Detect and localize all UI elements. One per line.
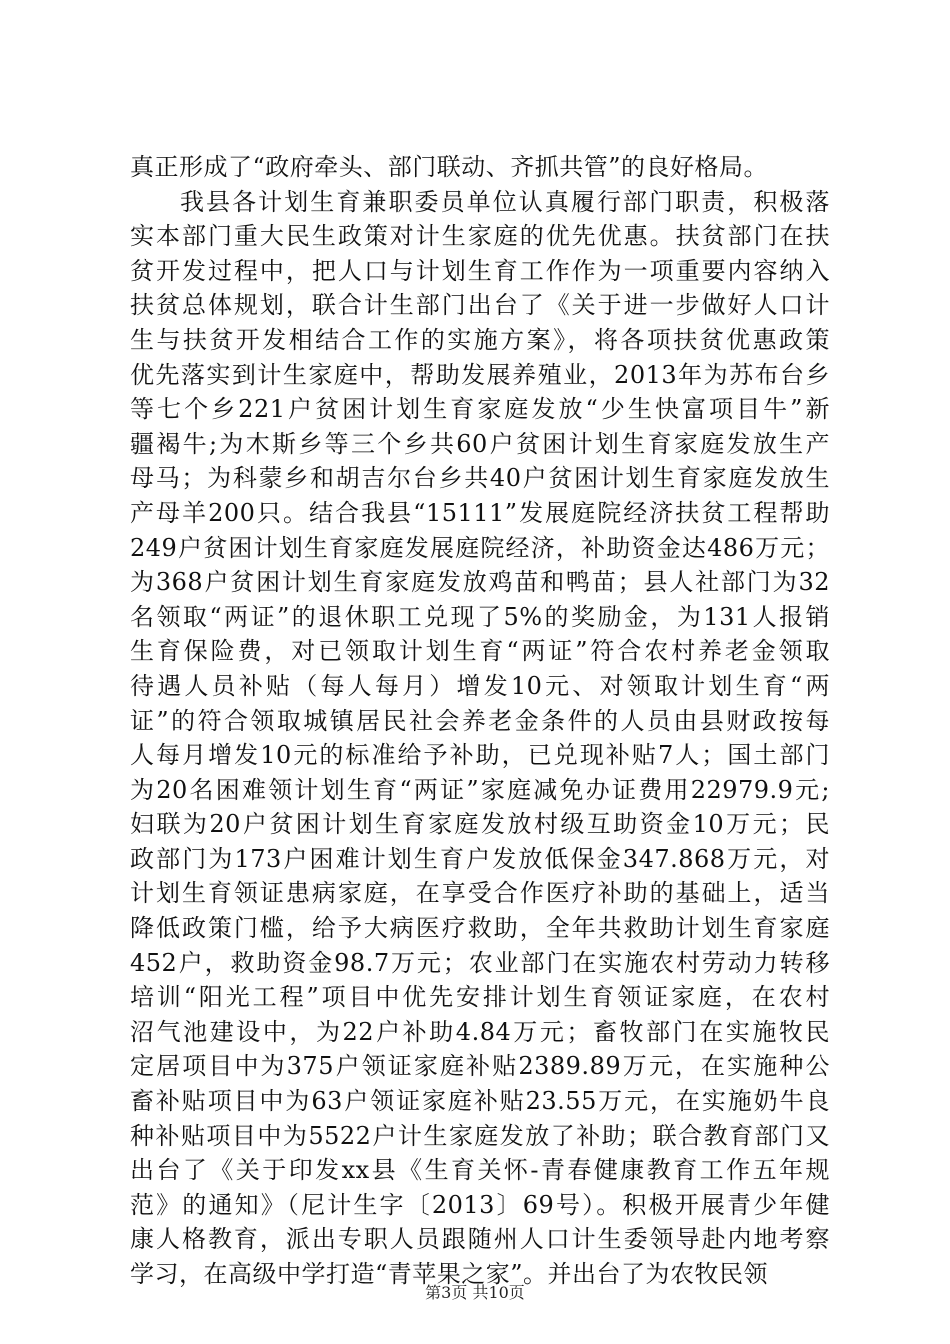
text-line: 生育保险费，对已领取计划生育“两证”符合农村养老金领取 — [130, 637, 830, 666]
text-line: 真正形成了“政府牵头、部门联动、齐抓共管”的良好格局。 — [130, 153, 769, 181]
text-line: 培训“阳光工程”项目中优先安排计划生育领证家庭，在农村 — [130, 983, 830, 1012]
text-line: 优先落实到计生家庭中，帮助发展养殖业，2013年为苏布台乡 — [130, 360, 830, 389]
text-line: 452户，救助资金98.7万元；农业部门在实施农村劳动力转移 — [130, 948, 830, 977]
text-line: 等七个乡221户贫困计划生育家庭发放“少生快富项目牛”新 — [130, 395, 830, 424]
text-line: 康人格教育，派出专职人员跟随州人口计生委领导赴内地考察 — [130, 1225, 830, 1254]
text-line: 母马；为科蒙乡和胡吉尔台乡共40户贫困计划生育家庭发放生 — [130, 464, 830, 493]
text-line: 种补贴项目中为5522户计生家庭发放了补助；联合教育部门又 — [130, 1121, 830, 1150]
text-line: 降低政策门槛，给予大病医疗救助，全年共救助计划生育家庭 — [130, 914, 830, 943]
text-line: 出台了《关于印发xx县《生育关怀-青春健康教育工作五年规 — [130, 1156, 830, 1185]
text-line: 范》的通知》（尼计生字〔2013〕69号）。积极开展青少年健 — [130, 1190, 830, 1219]
text-line: 为368户贫困计划生育家庭发放鸡苗和鸭苗；县人社部门为32 — [130, 568, 830, 597]
text-line: 人每月增发10元的标准给予补助，已兑现补贴7人；国土部门 — [130, 741, 830, 770]
text-line: 实本部门重大民生政策对计生家庭的优先优惠。扶贫部门在扶 — [130, 222, 830, 251]
body-text — [130, 150, 830, 1292]
page-footer: 第3页 共10页 — [425, 1283, 525, 1302]
text-line: 名领取“两证”的退休职工兑现了5%的奖励金，为131人报销 — [130, 602, 830, 631]
text-line: 我县各计划生育兼职委员单位认真履行部门职责，积极落 — [180, 187, 830, 216]
text-line: 生与扶贫开发相结合工作的实施方案》，将各项扶贫优惠政策 — [130, 325, 830, 354]
text-line: 疆褐牛;为木斯乡等三个乡共60户贫困计划生育家庭发放生产 — [130, 429, 830, 458]
text-line: 定居项目中为375户领证家庭补贴2389.89万元，在实施种公 — [130, 1052, 830, 1081]
text-line: 政部门为173户困难计划生育户发放低保金347.868万元，对 — [130, 844, 830, 873]
text-line: 扶贫总体规划，联合计生部门出台了《关于进一步做好人口计 — [130, 291, 830, 320]
text-line: 证”的符合领取城镇居民社会养老金条件的人员由县财政按每 — [130, 706, 830, 735]
text-line: 妇联为20户贫困计划生育家庭发放村级互助资金10万元；民 — [130, 810, 830, 839]
text-line: 沼气池建设中，为22户补助4.84万元；畜牧部门在实施牧民 — [130, 1017, 830, 1046]
text-line: 产母羊200只。结合我县“15111”发展庭院经济扶贫工程帮助 — [130, 498, 830, 527]
text-line: 畜补贴项目中为63户领证家庭补贴23.55万元，在实施奶牛良 — [130, 1087, 830, 1116]
text-line: 学习，在高级中学打造“青苹果之家”。并出台了为农牧民领 — [130, 1260, 769, 1288]
text-line: 为20名困难领计划生育“两证”家庭减免办证费用22979.9元; — [130, 775, 830, 804]
text-line: 贫开发过程中，把人口与计划生育工作作为一项重要内容纳入 — [130, 256, 830, 285]
text-line: 249户贫困计划生育家庭发展庭院经济，补助资金达486万元； — [130, 533, 830, 562]
text-line: 计划生育领证患病家庭，在享受合作医疗补助的基础上，适当 — [130, 879, 830, 908]
text-line: 待遇人员补贴（每人每月）增发10元、对领取计划生育“两 — [130, 671, 830, 700]
